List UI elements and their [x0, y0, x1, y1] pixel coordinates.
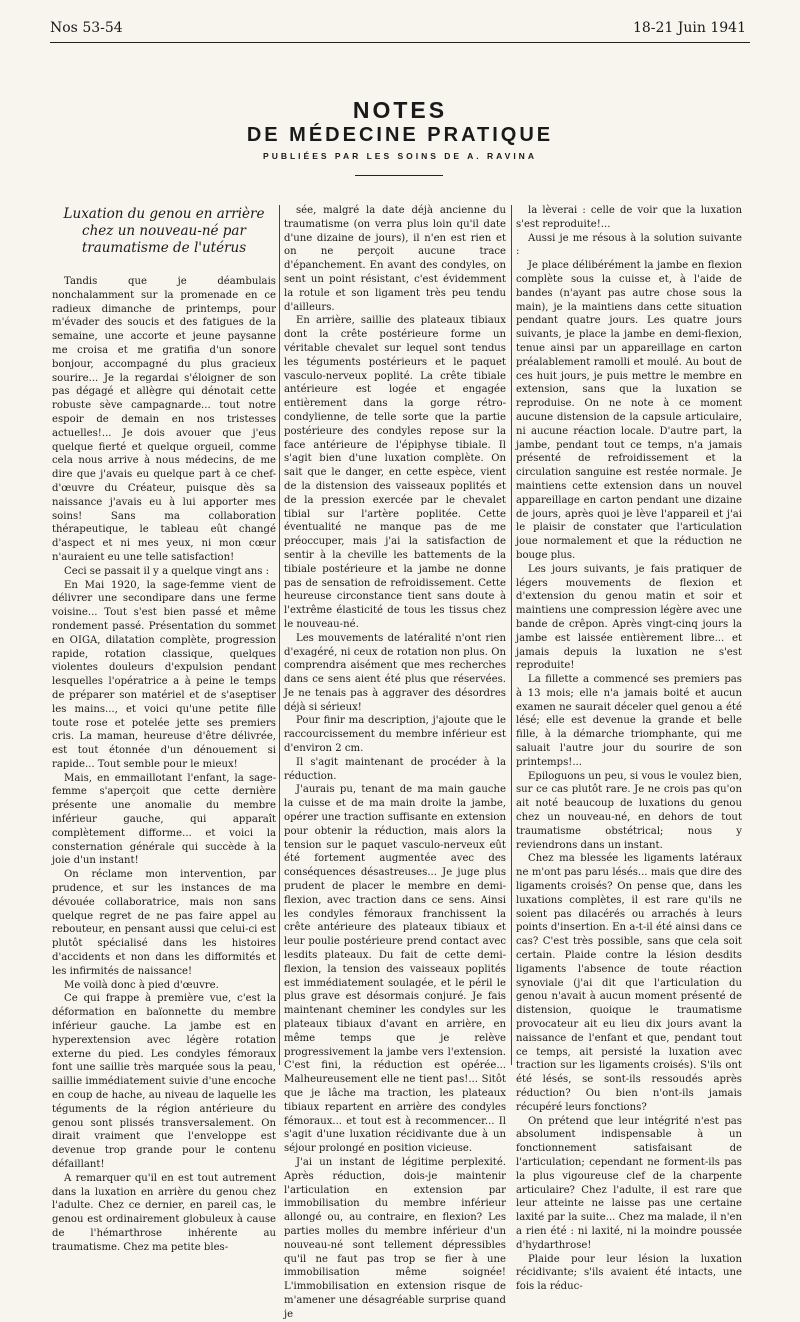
- paragraph: Aussi je me résous à la solution suivante :: [516, 232, 742, 258]
- column-1: [52, 204, 276, 1253]
- paragraph: J'ai un instant de légitime perplexité. Après réduction, dois-je maintenir l'articulation en extension par immobilisation du membre inférieur allongé ou, au contraire, en flexion? Les parties molles du membre inférieur d'un nouveau-né sont tellement dépressibles qu'il ne faut pas trop se fier à une immobilisation même soignée! L'immobilisation en extension risque de m'amener une désagréable surprise quand je: [284, 1156, 506, 1320]
- paragraph: Chez ma blessée les ligaments latéraux ne m'ont pas paru lésés... mais que dire des ligaments croisés? On pense que, dans les luxations complètes, il est rare qu'ils ne soient pas dilacérés ou arrachés à leurs points d'insertion. En a-t-il été ainsi dans ce cas? C'est très possible, sans que cela soit certain. Plaide contre la lésion desdits ligaments l'absence de toute réaction synoviale (j'ai dit que l'articulation du genou n'avait à aucun moment présenté de distension, quoique le traumatisme provocateur ait eu lieu dix jours avant la naissance de l'enfant et que, pendant tout ce temps, ait persisté la luxation avec traction sur les ligaments croisés). S'ils ont été lésés, se sont-ils ressoudés après réduction? Ou bien n'ont-ils jamais récupéré leurs fonctions?: [516, 853, 742, 1113]
- paragraph: Plaide pour leur lésion la luxation récidivante; s'ils avaient été intacts, une fois la réduc-: [516, 1253, 742, 1293]
- paragraph: J'aurais pu, tenant de ma main gauche la cuisse et de ma main droite la jambe, opérer une traction suffisante en extension pour obtenir la réduction, mais alors la tension sur le paquet vasculo-nerveux eût été fortement augmentée avec des conséquences désastreuses... Je juge plus prudent de placer le membre en demi-flexion, avec traction dans ce sens. Ainsi les condyles fémoraux franchissent la crête antérieure des plateaux tibiaux et leur poulie postérieure prend contact avec lesdits plateaux. Du fait de cette demi-flexion, la tension des vaisseaux poplités est immédiatement soulagée, et le péril le plus grave est désormais conjuré. Je fais maintenant cheminer les condyles sur les plateaux tibiaux d'avant en arrière, en même temps que je relève progressivement la jambe vers l'extension. C'est fini, la réduction est opérée... Malheureusement elle ne tient pas!... Sitôt que je lâche ma traction, les plateaux tibiaux repartent en arrière des condyles fémoraux... et tout est à recommencer... Il s'agit d'une luxation récidivante due à un séjour prolongé en position vicieuse.: [284, 784, 506, 1155]
- section-title-line2: DE MÉDECINE PRATIQUE: [246, 124, 554, 146]
- section-title-line1: NOTES: [352, 97, 448, 123]
- column-divider: [279, 205, 280, 1065]
- paragraph: Il s'agit maintenant de procéder à la réduction.: [284, 756, 506, 782]
- paragraph: Me voilà donc à pied d'œuvre.: [64, 979, 219, 991]
- paragraph: En Mai 1920, la sage-femme vient de délivrer une secondipare dans une ferme voisine... Tout s'est bien passé et même rondement passé. Présentation du sommet en OIGA, dilatation complète, progression rapide, rotation classique, quelques violentes douleurs d'expulsion pendant lesquelles l'opératrice a à peine le temps de préparer son matériel et de s'aseptiser les mains..., et voici qu'une petite fille toute rose et potelée jette ses premiers cris. La maman, heureuse d'être délivrée, est tout étonnée d'un dénouement si rapide... Tout semble pour le mieux!: [52, 579, 276, 770]
- header-rule: [50, 42, 750, 43]
- column-1-body: [52, 275, 276, 1255]
- paragraph: Les mouvements de latéralité n'ont rien d'exagéré, ni ceux de rotation non plus. On comprendra aisément que mes recherches dans ce sens aient été plus que réservées. Je ne tenais pas à aggraver des désordres déjà si sérieux!: [284, 632, 506, 713]
- paragraph: sée, malgré la date déjà ancienne du traumatisme (on verra plus loin qu'il date d'une dizaine de jours), il n'en est rien et on ne perçoit aucune trace d'épanchement. En avant des condyles, on sent un point résistant, c'est évidemment la rotule et son ligament très peu tendu d'ailleurs.: [284, 205, 506, 313]
- paragraph: Ceci se passait il y a quelque vingt ans :: [64, 565, 270, 577]
- column-divider: [511, 205, 512, 1065]
- column-2: [284, 204, 506, 1320]
- paragraph: En arrière, saillie des plateaux tibiaux dont la crête postérieure forme un véritable chevalet sur lequel sont tendus les téguments postérieurs et le paquet vasculo-nerveux poplité. La crête tibiale antérieure est logée et engagée entièrement dans la gorge rétro-condylienne, de telle sorte que la partie postérieure des condyles repose sur la face antérieure de l'épiphyse tibiale. Il s'agit bien d'une luxation complète. On sait que le danger, en cette espèce, vient de la distension des vaisseaux poplités et de la pression exercée par le chevalet tibial sur l'artère poplitée. Cette éventualité ne manque pas de me préoccuper, mais j'ai la satisfaction de sentir à la cheville les battements de la tibiale postérieure et la jambe ne donne pas de sensation de refroidissement. Cette heureuse circonstance tient sans doute à l'extrême élasticité de tous les tissus chez le nouveau-né.: [284, 315, 506, 630]
- section-subtitle: PUBLIÉES PAR LES SOINS DE A. RAVINA: [263, 151, 537, 161]
- issue-date: 18-21 Juin 1941: [632, 20, 746, 36]
- issue-number: Nos 53-54: [50, 20, 123, 36]
- paragraph: la lèverai : celle de voir que la luxation s'est reproduite!...: [516, 205, 742, 230]
- article-title: Luxation du genou en arrière chez un nouveau-né par traumatisme de l'utérus: [63, 206, 265, 256]
- paragraph: Je place délibérément la jambe en flexion complète sous la cuisse et, à l'aide de bandes (n'ayant pas autre chose sous la main), je la maintiens dans cette situation pendant quatre jours. Les quatre jours suivants, je place la jambe en demi-flexion, tenue ainsi par un appareillage en carton préalablement ramolli et moulé. Au bout de ces huit jours, je puis mettre le membre en extension, sans que la luxation se reproduise. On ne note à ce moment aucune distension de la capsule articulaire, ni aucune réaction locale. D'autre part, la jambe, pendant tout ce temps, n'a jamais présenté de refroidissement et la circulation sanguine est restée normale. Je maintiens cette extension dans un nouvel appareillage en carton pendant une dizaine de jours, après quoi je lève l'appareil et j'ai le plaisir de constater que l'articulation joue normalement et que la réduction ne bouge plus.: [516, 260, 742, 561]
- paragraph: La fillette a commencé ses premiers pas à 13 mois; elle n'a jamais boité et aucun examen ne saurait déceler quel genou a été lésé; elle est devenue la grande et belle fille, à la démarche triomphante, qui me saluait l'autre jour du sourire de son printemps!...: [516, 674, 742, 768]
- paragraph: A remarquer qu'il en est tout autrement dans la luxation en arrière du genou chez l'adulte. Chez ce dernier, en pareil cas, le genou est ordinairement globuleux à cause de l'hémarthrose inhérente au traumatisme. Chez ma petite bles-: [52, 1172, 276, 1253]
- paragraph: On prétend que leur intégrité n'est pas absolument indispensable à un fonctionnement satisfaisant de l'articulation; cependant ne forment-ils pas la plus vigoureuse clef de la charpente articulaire? Chez l'adulte, il est rare que leur atteinte ne laisse pas une certaine laxité par la suite... Chez ma malade, il n'en a rien été : ni laxité, ni la moindre poussée d'hydarthrose!: [516, 1115, 742, 1251]
- paragraph: Ce qui frappe à première vue, c'est la déformation en baïonnette du membre inférieur gauche. La jambe est en hyperextension avec légère rotation externe du pied. Les condyles fémoraux font une saillie très marquée sous la peau, saillie immédiatement suivie d'une encoche en coup de hache, au niveau de laquelle les téguments de la région antérieure du genou sont plissés transversalement. On dirait vraiment que l'enveloppe est devenue trop grande pour le contenu défaillant!: [52, 993, 276, 1170]
- paragraph: Les jours suivants, je fais pratiquer de légers mouvements de flexion et d'extension du genou matin et soir et maintiens une compression légère avec une bande de crêpon. Après vingt-cinq jours la jambe est laissée entièrement libre... et jamais depuis la luxation ne s'est reproduite!: [516, 563, 742, 672]
- column-3: [516, 204, 742, 1293]
- paragraph: On réclame mon intervention, par prudence, et sur les instances de ma dévouée collaboratrice, mais non sans quelque regret de ne pas faire appel au rebouteur, en pensant aussi que celui-ci est plutôt spécialisé dans les histoires d'accidents et non dans les difformités et les infirmités de naissance!: [52, 869, 276, 977]
- paragraph: Pour finir ma description, j'ajoute que le raccourcissement du membre inférieur est d'environ 2 cm.: [284, 715, 506, 755]
- paragraph: Epiloguons un peu, si vous le voulez bien, sur ce cas plutôt rare. Je ne crois pas qu'on ait noté beaucoup de luxations du genou chez un nouveau-né, en dehors de tout traumatisme obstétrical; nous y reviendrons dans un instant.: [516, 770, 742, 851]
- column-3-body: [516, 204, 742, 1294]
- paragraph: Mais, en emmaillotant l'enfant, la sage-femme s'aperçoit que cette dernière présente une anomalie du membre inférieur gauche, qui apparaît complètement difforme... et voici la consternation générale qui succède à la joie d'un instant!: [52, 772, 276, 867]
- column-2-body: [284, 204, 506, 1322]
- paragraph: Tandis que je déambulais nonchalamment sur la promenade en ce radieux dimanche de printemps, pour m'évader des soucis et des fatigues de la semaine, une accorte et jeune paysanne me croisa et me gratifia d'un sonore bonjour, accompagné du plus gracieux sourire... Je la regardai s'éloigner de son pas dégagé et allègre qui dénotait cette robuste sève campagnarde... tout notre espoir de demain en nos tristesses actuelles!... Je dois avouer que j'eus quelque fierté et quelque orgueil, comme cela nous arrive à nous médecins, de me dire que j'avais eu quelque part à ce chef-d'œuvre du Créateur, puisque dès sa naissance j'avais eu à lui apporter mes soins! Sans ma collaboration thérapeutique, le tableau eût changé d'aspect et ni mes yeux, ni mon cœur n'auraient eu une telle satisfaction!: [52, 276, 276, 563]
- subtitle-rule: [355, 175, 443, 176]
